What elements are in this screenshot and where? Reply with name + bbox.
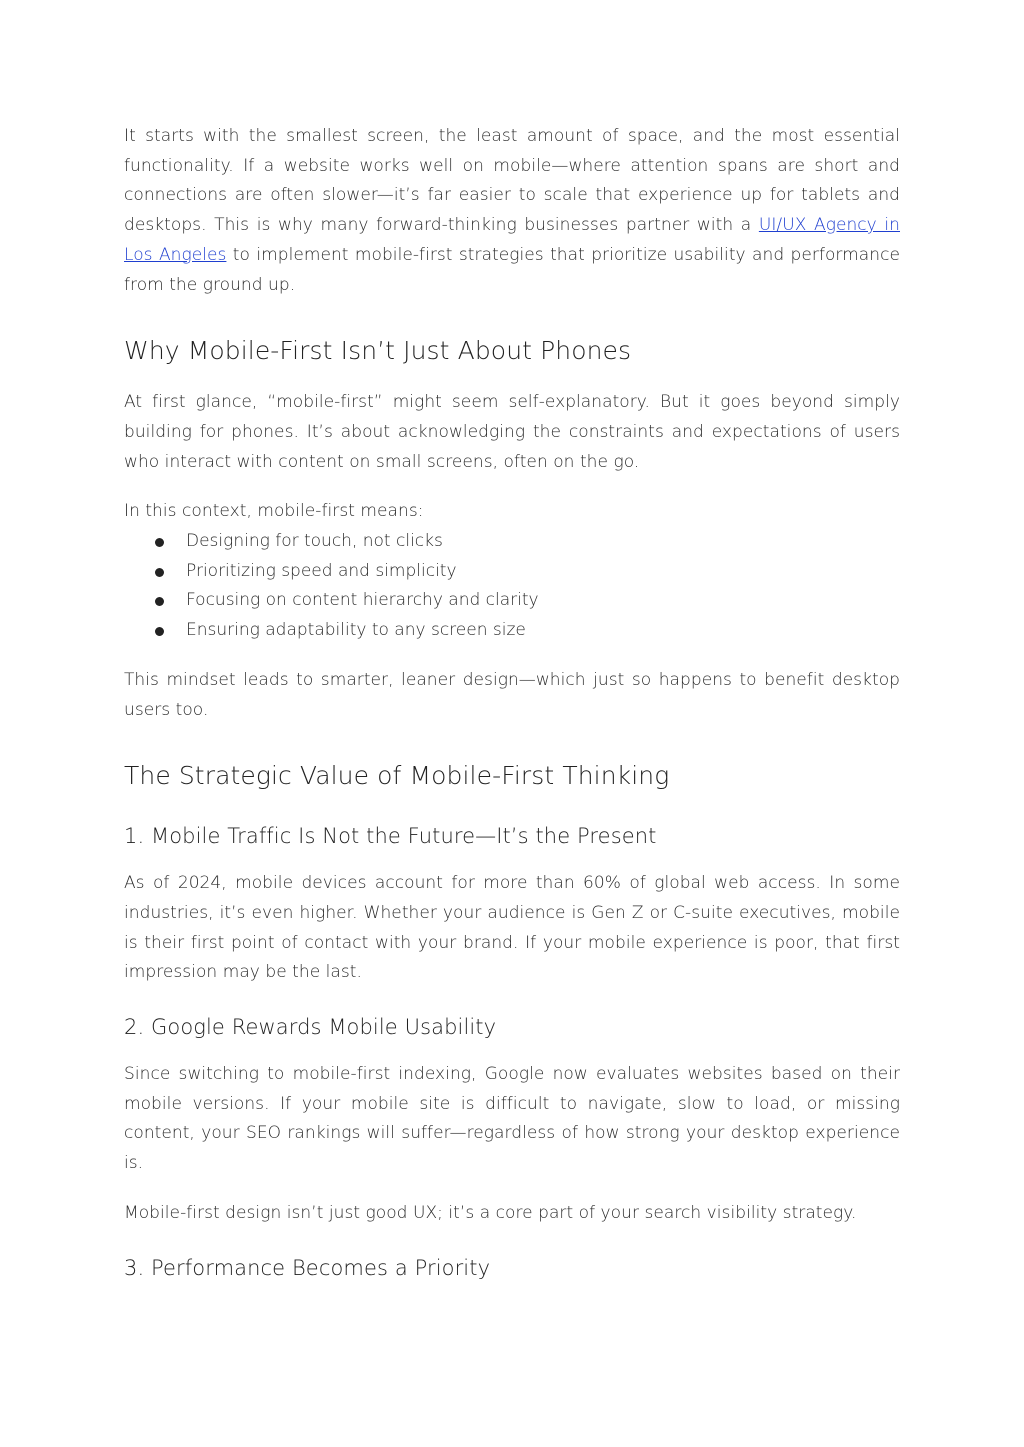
subheading-google-rewards: 2. Google Rewards Mobile Usability [124,1015,497,1040]
subheading-mobile-traffic: 1. Mobile Traffic Is Not the Future—It’s the Present [124,824,657,849]
intro-text-after-link: to implement mobile-first strategies that prioritize usability and performance from the ground up. [124,244,900,295]
intro-paragraph [124,122,900,300]
bullet-icon [155,568,164,577]
mobile-traffic-paragraph: As of 2024, mobile devices account for more than 60% of global web access. In some industries, it’s even higher. Whether your audience is Gen Z or C-suite executives, mobile is their first point of contact with your brand. If your mobile experience is poor, that first impression may be the last. [124,873,900,983]
google-rewards-paragraph-2: Mobile-first design isn’t just good UX; it’s a core part of your search visibility strategy. [124,1202,857,1223]
list-item [124,616,900,646]
section-heading-why-mobile-first: Why Mobile-First Isn’t Just About Phones [124,336,632,366]
list-item [124,557,900,587]
list-item-text: Ensuring adaptability to any screen size [186,620,526,641]
section1-paragraph-3: This mindset leads to smarter, leaner design—which just so happens to benefit desktop users too. [124,669,900,720]
list-item [124,527,900,557]
bullet-icon [155,597,164,606]
intro-text-before-link: It starts with the smallest screen, the least amount of space, and the most essential functionality. If a website works well on mobile—where attention spans are short and connections are often slower—it’s far easier to scale that experience up for tablets and desktops. This is why many forward-thinking businesses partner with a [124,126,900,236]
list-item-text: Focusing on content hierarchy and clarity [186,590,539,611]
google-rewards-paragraph-1: Since switching to mobile-first indexing, Google now evaluates websites based on their mobile versions. If your mobile site is difficult to navigate, slow to load, or missing content, your SEO rankings will suffer—regardless of how strong your desktop experience is. [124,1064,900,1174]
document-page [124,122,900,1283]
list-item-text: Prioritizing speed and simplicity [186,560,457,581]
bullet-icon [155,627,164,636]
mobile-first-bullet-list [124,527,900,646]
bullet-icon [155,538,164,547]
agency-link[interactable]: UI/UX Agency in Los Angeles [124,215,900,265]
section-heading-strategic-value: The Strategic Value of Mobile-First Thinking [124,761,670,791]
list-item-text: Designing for touch, not clicks [186,531,443,552]
section1-paragraph-2: In this context, mobile-first means: [124,501,424,522]
subheading-performance: 3. Performance Becomes a Priority [124,1255,491,1280]
section1-paragraph-1: At first glance, “mobile-first” might seem self-explanatory. But it goes beyond simply building for phones. It’s about acknowledging the constraints and expectations of users who interact with content on small screens, often on the go. [124,392,900,472]
list-item [124,586,900,616]
